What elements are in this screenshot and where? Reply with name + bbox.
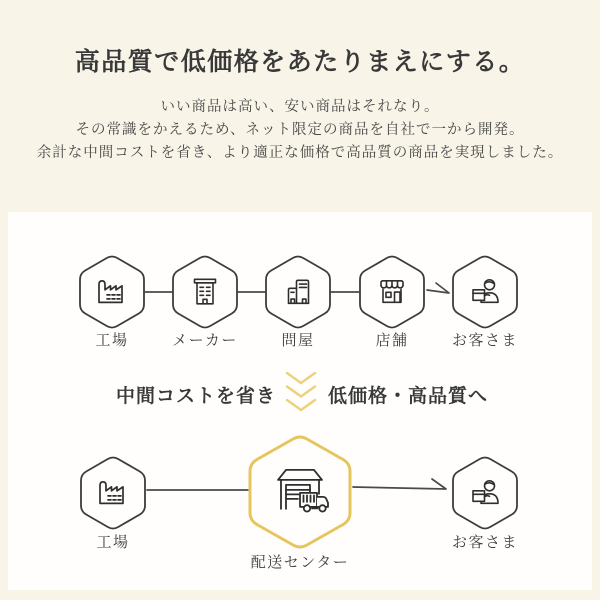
office-building-icon [187, 273, 223, 309]
flow-node-factory-after [78, 453, 148, 533]
flow-node-label: 工場 [95, 332, 129, 349]
customer-package-icon [467, 273, 503, 309]
flow-node-label: メーカー [172, 332, 238, 349]
intro-line-1: いい商品は高い、安い商品はそれなり。 [160, 99, 440, 115]
intro-text [0, 96, 600, 165]
triple-chevron-down-icon [285, 371, 317, 415]
transition-right-text [320, 381, 496, 408]
flow-node-wholesaler [263, 252, 333, 332]
flow-node-maker [170, 252, 240, 332]
flow-node-label: 配送センター [250, 554, 350, 571]
plain-text: を省き [216, 386, 277, 407]
warehouse-truck-icon [270, 463, 330, 519]
flow-node-store [357, 252, 427, 332]
factory-icon [95, 476, 131, 508]
flow-node-factory [77, 252, 147, 332]
plain-text: へ [468, 386, 489, 407]
flow-node-label: 店舗 [375, 332, 409, 349]
flow-node-label: 問屋 [281, 332, 315, 349]
flow-node-label: お客さま [451, 534, 518, 551]
flow-node-distribution-center [247, 432, 353, 552]
transition-left-text [108, 381, 284, 408]
flow-node-customer [450, 252, 520, 332]
storefront-icon [374, 273, 410, 309]
flow-node-label: お客さま [451, 332, 518, 349]
customer-package-icon [467, 474, 503, 510]
flow-node-customer-after [450, 453, 520, 533]
wholesaler-buildings-icon [280, 273, 316, 309]
flow-node-label: 工場 [96, 534, 130, 551]
factory-icon [94, 275, 130, 307]
highlighted-text: 低価格・高品質 [328, 381, 468, 408]
intro-line-3: 余計な中間コストを省き、より適正な価格で高品質の商品を実現しました。 [36, 145, 564, 161]
highlighted-text: 中間コスト [116, 381, 216, 408]
intro-line-2: その常識をかえるため、ネット限定の商品を自社で一から開発。 [75, 122, 525, 138]
page-title: 高品質で低価格をあたりまえにする。 [74, 48, 526, 76]
